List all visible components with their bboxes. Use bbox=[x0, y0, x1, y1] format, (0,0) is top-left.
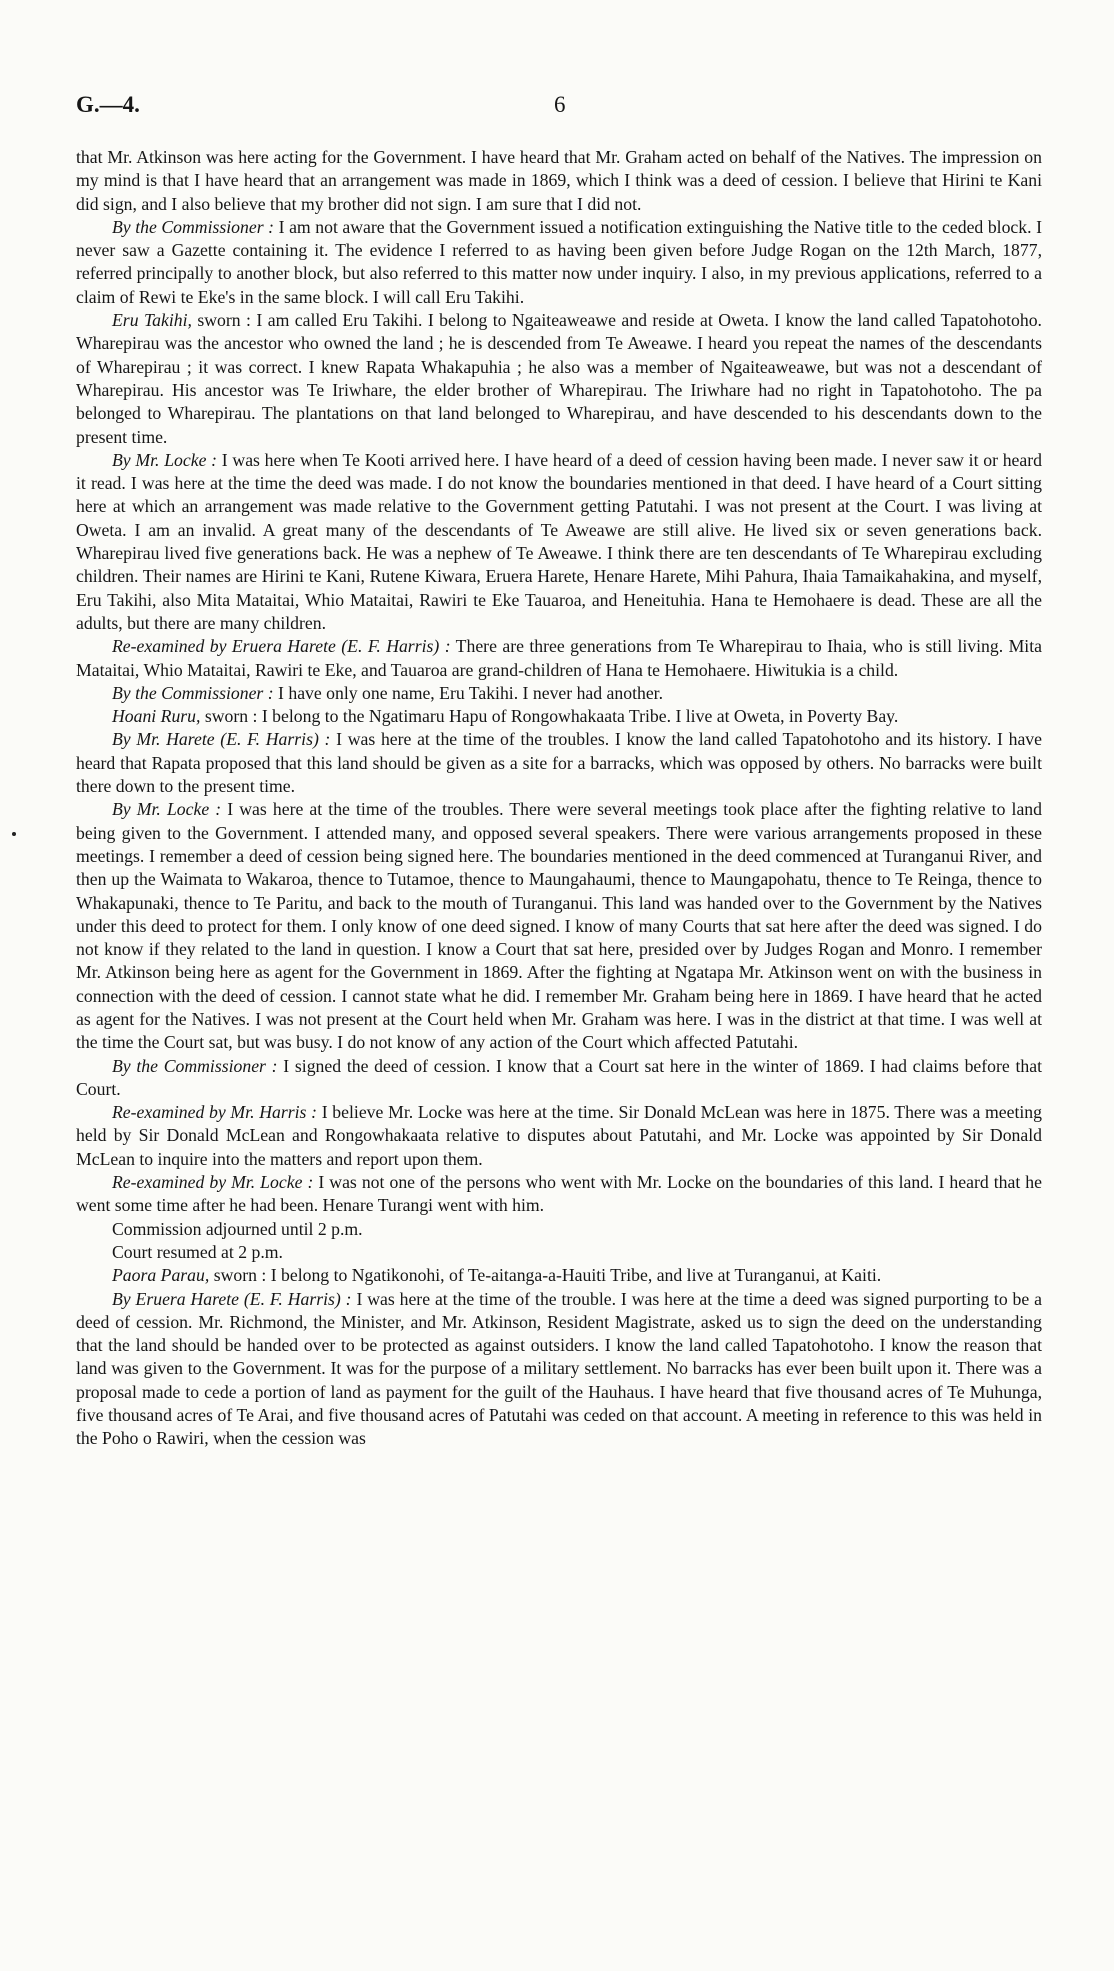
paragraph bbox=[76, 705, 1042, 728]
paragraph bbox=[76, 635, 1042, 682]
paragraph-lead: Re-examined by Mr. Harris : bbox=[112, 1102, 317, 1123]
document-reference: G.—4. bbox=[76, 92, 140, 117]
paragraph-lead: Eru Takihi, bbox=[112, 310, 192, 331]
paragraph-lead: Re-examined by Mr. Locke : bbox=[112, 1172, 314, 1193]
paragraph-text: that Mr. Atkinson was here acting for the Government. I have heard that Mr. Graham acted on behalf of the Natives. The impression on my mind is that I have heard that an arrangement was made in 1869, which I think was a deed of cession. I believe that Hirini te Kani did sign, and I also believe that my brother did not sign. I am sure that I did not. bbox=[76, 147, 1042, 214]
paragraph-text: I am not aware that the Government issued a notification extinguishing the Native title to the ceded block. I never saw a Gazette containing it. The evidence I referred to as having been given before Judge Rogan on the 12th March, 1877, referred principally to another block, but also referred to this matter now under inquiry. I also, in my previous applications, referred to a claim of Rewi te Eke's in the same block. I will call Eru Takihi. bbox=[76, 216, 1042, 307]
paragraph-text: Commission adjourned until 2 p.m. bbox=[112, 1218, 363, 1239]
paragraph-text: I was here at the time of the troubles. There were several meetings took place after the fighting relative to land being given to the Government. I attended many, and opposed several speakers. There were various arrangements proposed in these meetings. I remember a deed of cession being signed here. The boundaries mentioned in the deed commenced at Turanganui River, and then up the Waimata to Wakaroa, thence to Tutamoe, thence to Maungahaumi, thence to Maungapohatu, thence to Te Reinga, thence to Whakapunaki, thence to Te Paritu, and back to the mouth of Turanganui. This land was handed over to the Government by the Natives under this deed to protect for them. I only know of one deed signed. I know of many Courts that sat here after the deed was signed. I do not know if they related to the land in question. I know a Court that sat here, presided over by Judges Rogan and Monro. I remember Mr. Atkinson being here as agent for the Government in 1869. After the fighting at Ngatapa Mr. Atkinson went on with the business in connection with the deed of cession. I cannot state what he did. I remember Mr. Graham being here in 1869. I have heard that he acted as agent for the Natives. I was not present at the Court held when Mr. Graham was here. I was in the district at that time. I was well at the time the Court sat, but was busy. I do not know of any action of the Court which affected Patutahi. bbox=[76, 799, 1042, 1053]
paragraph-lead: By Mr. Harete (E. F. Harris) : bbox=[112, 729, 331, 750]
paragraph-text: I was not one of the persons who went with Mr. Locke on the boundaries of this land. I heard that he went some time after he had been. Henare Turangi went with him. bbox=[76, 1172, 1042, 1216]
paragraph-text: There are three generations from Te Wharepirau to Ihaia, who is still living. Mita Mataitai, Whio Mataitai, Rawiri te Eke, and Tauaroa are grand-children of Hana te Hemohaere. Hiwitukia is a child. bbox=[76, 636, 1042, 680]
paragraph bbox=[76, 1055, 1042, 1102]
paragraph-text: I signed the deed of cession. I know that a Court sat here in the winter of 1869. I had claims before that Court. bbox=[76, 1055, 1043, 1099]
paragraph bbox=[76, 216, 1042, 309]
page-number: 6 bbox=[554, 92, 566, 117]
paragraph bbox=[76, 1288, 1042, 1451]
paragraph-text: I was here at the time of the troubles. I know the land called Tapatohotoho and its history. I have heard that Rapata proposed that this land should be given as a site for a barracks, which was opposed by others. No barracks were built there down to the present time. bbox=[76, 729, 1042, 797]
paragraph bbox=[76, 1101, 1042, 1171]
paragraph-text: I have only one name, Eru Takihi. I never had another. bbox=[273, 682, 664, 703]
paragraph bbox=[76, 1171, 1042, 1218]
paragraph-lead: Re-examined by Eruera Harete (E. F. Harris) : bbox=[112, 636, 451, 657]
paragraph-lead: By the Commissioner : bbox=[112, 1055, 278, 1076]
paragraph-text: I believe Mr. Locke was here at the time. Sir Donald McLean was here in 1875. There was a meeting held by Sir Donald McLean and Rongowhakaata relative to disputes about Patutahi, and Mr. Locke was appointed by Sir Donald McLean to inquire into the matters and report upon them. bbox=[76, 1102, 1042, 1169]
paragraph bbox=[76, 309, 1042, 449]
paragraph-lead: By Eruera Harete (E. F. Harris) : bbox=[112, 1288, 352, 1309]
paragraph-text: I was here at the time of the trouble. I was here at the time a deed was signed purporting to be a deed of cession. Mr. Richmond, the Minister, and Mr. Atkinson, Resident Magistrate, asked us to sign the deed on the understanding that the land should be handed over to be protected as against outsiders. I know the land called Tapatohotoho. I know the reason that land was given to the Government. It was for the purpose of a military settlement. No barracks has ever been built upon it. There was a proposal made to cede a portion of land as payment for the guilt of the Hauhaus. I have heard that five thousand acres of Te Muhunga, five thousand acres of Te Arai, and five thousand acres of Patutahi was ceded on that account. A meeting in reference to this was held in the Poho o Rawiri, when the cession was bbox=[76, 1288, 1042, 1449]
paragraph-lead: By Mr. Locke : bbox=[112, 449, 218, 470]
paragraph-lead: Paora Parau, bbox=[112, 1265, 210, 1286]
paragraph-lead: Hoani Ruru, bbox=[112, 706, 201, 727]
paragraph-lead: By Mr. Locke : bbox=[112, 799, 222, 820]
adjournment-note bbox=[76, 1218, 1042, 1241]
margin-dot bbox=[12, 832, 16, 836]
paragraph-lead: By the Commissioner : bbox=[112, 682, 274, 703]
paragraph bbox=[76, 449, 1042, 635]
paragraph bbox=[76, 798, 1042, 1054]
paragraph-text: sworn : I belong to the Ngatimaru Hapu of Rongowhakaata Tribe. I live at Oweta, in Poverty Bay. bbox=[200, 706, 899, 727]
paragraph-text: sworn : I belong to Ngatikonohi, of Te-aitanga-a-Hauiti Tribe, and live at Turanganui, at Kaiti. bbox=[209, 1265, 882, 1286]
resumption-note bbox=[76, 1241, 1042, 1264]
paragraph bbox=[76, 1264, 1042, 1287]
paragraph-lead: By the Commissioner : bbox=[112, 216, 275, 237]
paragraph-text: sworn : I am called Eru Takihi. I belong to Ngaiteaweawe and reside at Oweta. I know the land called Tapatohotoho. Wharepirau was the ancestor who owned the land ; he is descended from Te Aweawe. I heard you repeat the names of the descendants of Wharepirau ; it was correct. I knew Rapata Whakapuhia ; he also was a member of Ngaiteaweawe, but was not a descendant of Wharepirau. His ancestor was Te Iriwhare, the elder brother of Wharepirau. The Iriwhare had no right in Tapatohotoho. The pa belonged to Wharepirau. The plantations on that land belonged to Wharepirau, and have descended to his descendants down to the present time. bbox=[76, 310, 1042, 447]
paragraph-text: Court resumed at 2 p.m. bbox=[112, 1241, 283, 1262]
paragraph-text: I was here when Te Kooti arrived here. I have heard of a deed of cession having been made. I never saw it or heard it read. I was here at the time the deed was made. I do not know the boundaries mentioned in that deed. I have heard of a Court sitting here at which an arrangement was made relative to the Government getting Patutahi. I was not present at the Court. I was living at Oweta. I am an invalid. A great many of the descendants of Te Aweawe are still alive. He lived six or seven generations back. Wharepirau lived five generations back. He was a nephew of Te Aweawe. I think there are ten descendants of Te Wharepirau excluding children. Their names are Hirini te Kani, Rutene Kiwara, Eruera Harete, Henare Harete, Mihi Pahura, Ihaia Tamaikahakina, and myself, Eru Takihi, also Mita Mataitai, Whio Mataitai, Rawiri te Eke Tauaroa, and Heneituhia. Hana te Hemohaere is dead. These are all the adults, but there are many children. bbox=[76, 449, 1042, 633]
document-body bbox=[76, 146, 1042, 1451]
page-header bbox=[76, 92, 1042, 122]
paragraph bbox=[76, 682, 1042, 705]
paragraph bbox=[76, 146, 1042, 216]
paragraph bbox=[76, 728, 1042, 798]
